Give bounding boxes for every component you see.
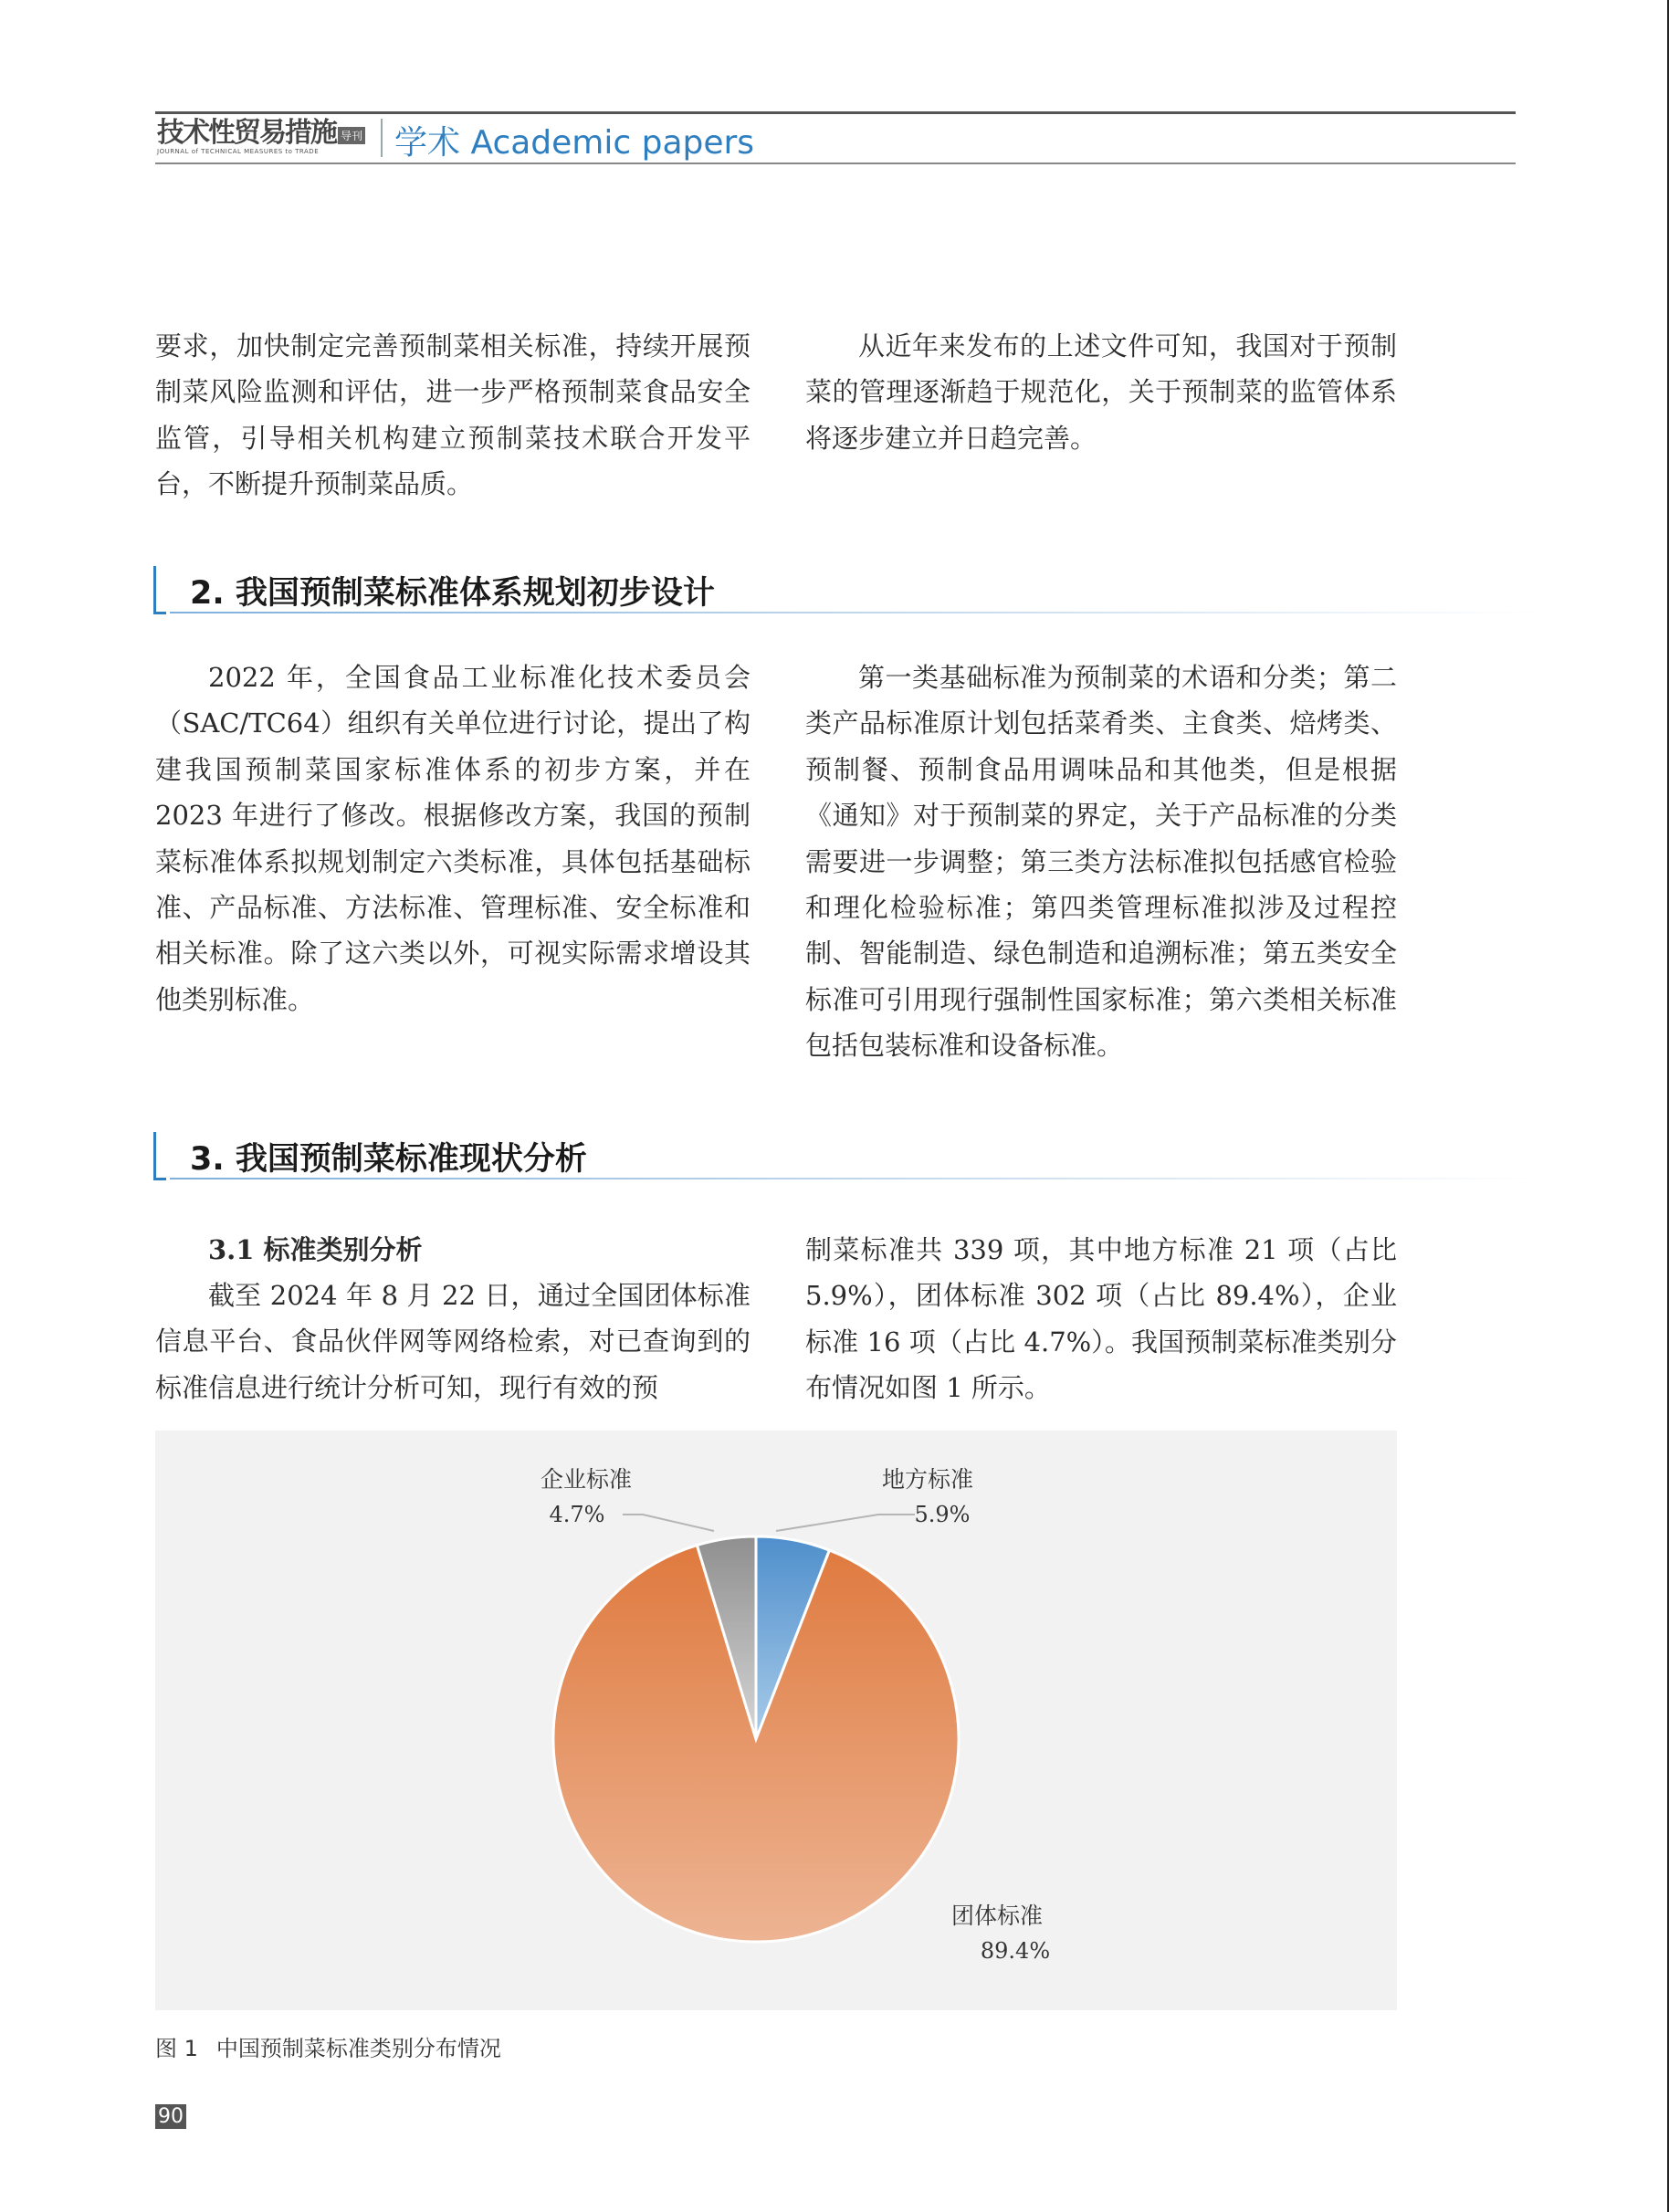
- leader-line-0: [776, 1515, 915, 1531]
- pie-chart: [155, 1431, 1397, 2010]
- slice-value-label-0: 5.9%: [914, 1502, 971, 1527]
- section-label: 学术 Academic papers: [394, 124, 755, 162]
- figure-caption-text: 中国预制菜标准类别分布情况: [215, 2036, 501, 2061]
- figure-caption-number: 图 1: [155, 2036, 198, 2061]
- header-rule-bottom: [155, 162, 1516, 164]
- slice-label-0: 地方标准: [881, 1466, 974, 1493]
- heading-foot: [153, 612, 166, 614]
- heading-bar: [153, 566, 156, 613]
- subsection-3-1-title: 3.1 标准类别分析: [208, 1234, 423, 1265]
- leader-line-2: [623, 1515, 714, 1531]
- slice-value-label-2: 4.7%: [549, 1502, 605, 1527]
- section-3-left-paragraph: 截至 2024 年 8 月 22 日，通过全国团体标准信息平台、食品伙伴网等网络检索，对已查询到的标准信息进行统计分析可知，现行有效的预: [155, 1280, 751, 1403]
- section-2-left-paragraph: 2022 年，全国食品工业标准化技术委员会（SAC/TC64）组织有关单位进行讨论，提出了构建我国预制菜国家标准体系的初步方案，并在 2023 年进行了修改。根据修改方案，我国的预制菜标准体系拟规划制定六类标准，具体包括基础标准、产品标准、方法标准、管理标准、安全标准和相关标准。除了这六类以外，可视实际需求增设其他类别标准。: [155, 662, 751, 1015]
- page-number: 90: [155, 2104, 186, 2129]
- heading-bar: [153, 1132, 156, 1179]
- intro-left-paragraph: 要求，加快制定完善预制菜相关标准，持续开展预制菜风险监测和评估，进一步严格预制菜食品安全监管，引导相关机构建立预制菜技术联合开发平台，不断提升预制菜品质。: [155, 330, 751, 500]
- journal-name-en: JOURNAL of TECHNICAL MEASURES to TRADE: [157, 148, 320, 155]
- heading-foot: [153, 1178, 166, 1180]
- journal-badge: 导刊: [338, 127, 365, 144]
- slice-label-2: 企业标准: [540, 1466, 633, 1493]
- header-separator: [381, 119, 383, 157]
- section-3-title: 3. 我国预制菜标准现状分析: [190, 1141, 587, 1178]
- slice-label-1: 团体标准: [950, 1903, 1044, 1929]
- section-2-title: 2. 我国预制菜标准体系规划初步设计: [190, 575, 715, 612]
- figure-caption: [155, 2030, 501, 2062]
- section-3-right-paragraph: 制菜标准共 339 项，其中地方标准 21 项（占比 5.9%），团体标准 302 项（占比 89.4%），企业标准 16 项（占比 4.7%）。我国预制菜标准类别分布情况如图 1 所示。: [805, 1234, 1397, 1404]
- journal-name: 技术性贸易措施: [157, 117, 336, 149]
- slice-value-label-1: 89.4%: [980, 1938, 1051, 1964]
- section-2-right-paragraph: 第一类基础标准为预制菜的术语和分类；第二类产品标准原计划包括菜肴类、主食类、焙烤类、预制餐、预制食品用调味品和其他类，但是根据《通知》对于预制菜的界定，关于产品标准的分类需要进一步调整；第三类方法标准拟包括感官检验和理化检验标准；第四类管理标准拟涉及过程控制、智能制造、绿色制造和追溯标准；第五类安全标准可引用现行强制性国家标准；第六类相关标准包括包装标准和设备标准。: [805, 662, 1397, 1062]
- header-rule-top: [155, 111, 1516, 114]
- figure-1-chart: [155, 1431, 1397, 2010]
- intro-right-paragraph: 从近年来发布的上述文件可知，我国对于预制菜的管理逐渐趋于规范化，关于预制菜的监管体系将逐步建立并日趋完善。: [805, 330, 1397, 454]
